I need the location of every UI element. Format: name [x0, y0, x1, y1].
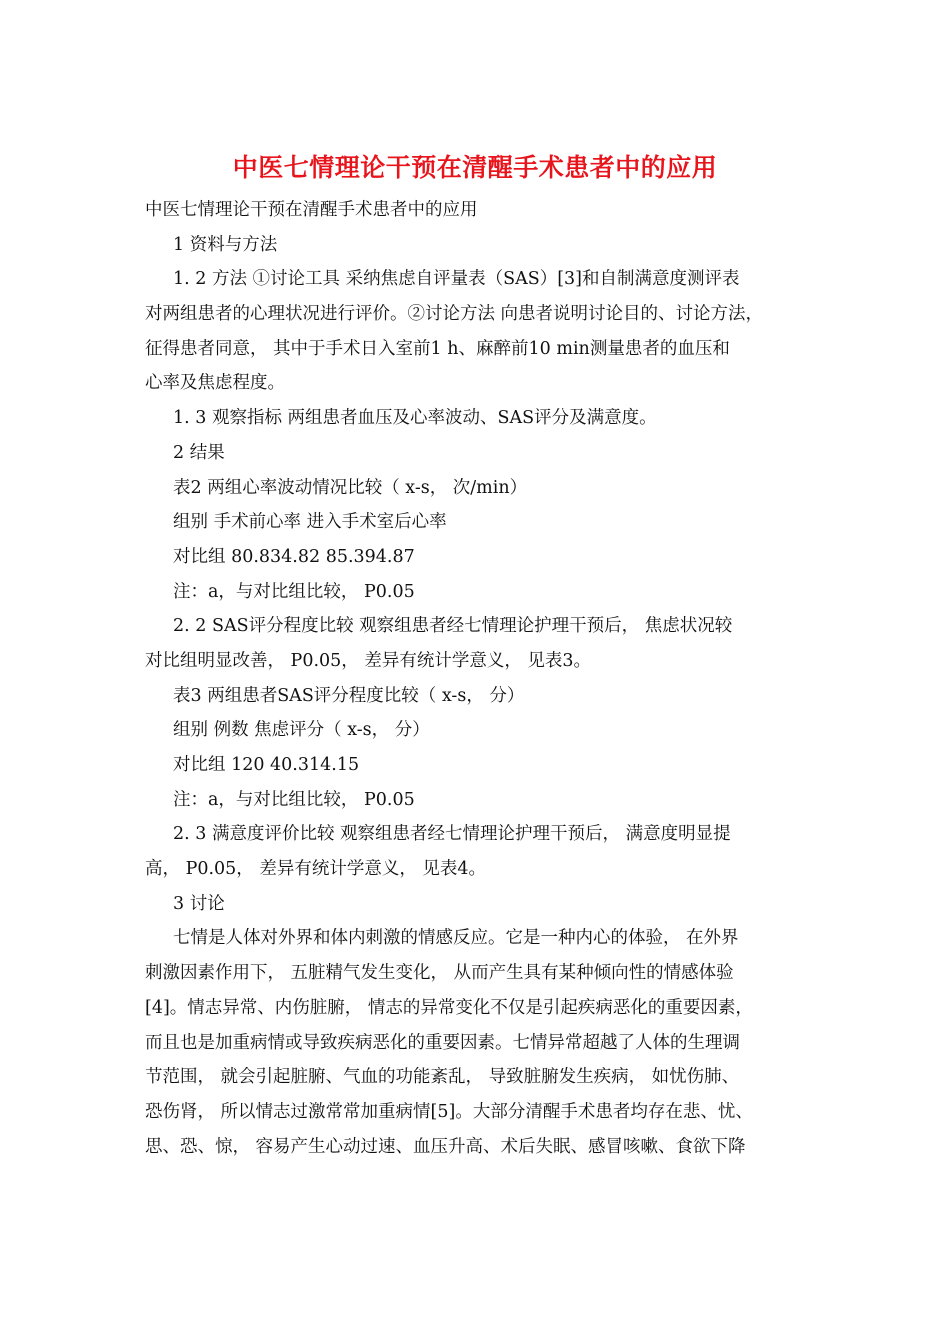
paragraph-line: 对比组明显改善， P0.05， 差异有统计学意义， 见表3。	[145, 650, 592, 671]
table-caption: 表3 两组患者SAS评分程度比较（ x-s， 分）	[173, 685, 525, 706]
table-header-line: 组别 手术前心率 进入手术室后心率	[173, 512, 447, 533]
paragraph-line: 恐伤肾， 所以情志过激常常加重病情[5]。大部分清醒手术患者均存在悲、忧、	[145, 1101, 753, 1122]
section-heading: 2 结果	[173, 442, 225, 463]
paragraph-line: 刺激因素作用下， 五脏精气发生变化， 从而产生具有某种倾向性的情感体验	[145, 963, 734, 984]
paragraph-line: 节范围， 就会引起脏腑、气血的功能紊乱， 导致脏腑发生疾病， 如忧伤肺、	[145, 1067, 740, 1088]
paragraph-line: 征得患者同意， 其中于手术日入室前1 h、麻醉前10 min测量患者的血压和	[145, 338, 730, 359]
table-row-line: 对比组 80.834.82 85.394.87	[173, 546, 415, 567]
table-header-line: 组别 例数 焦虑评分（ x-s， 分）	[173, 720, 430, 741]
paragraph-line: [4]。情志异常、内伤脏腑， 情志的异常变化不仅是引起疾病恶化的重要因素，	[145, 997, 753, 1018]
document-body	[145, 193, 810, 1164]
paragraph-line: 2. 3 满意度评价比较 观察组患者经七情理论护理干预后， 满意度明显提	[173, 824, 731, 845]
paragraph-line: 思、恐、惊， 容易产生心动过速、血压升高、术后失眠、感冒咳嗽、食欲下降	[145, 1136, 746, 1157]
paragraph-line: 心率及焦虑程度。	[145, 373, 285, 394]
paragraph-line: 高， P0.05， 差异有统计学意义， 见表4。	[145, 859, 487, 880]
paragraph-line: 2. 2 SAS评分程度比较 观察组患者经七情理论护理干预后， 焦虑状况较	[173, 616, 733, 637]
paragraph-line: 七情是人体对外界和体内刺激的情感反应。它是一种内心的体验， 在外界	[173, 928, 739, 949]
section-heading: 1 资料与方法	[173, 234, 278, 255]
paragraph-line: 1. 3 观察指标 两组患者血压及心率波动、SAS评分及满意度。	[173, 408, 657, 429]
table-caption: 表2 两组心率波动情况比较（ x-s， 次/min）	[173, 477, 528, 498]
section-heading: 3 讨论	[173, 893, 225, 914]
subtitle-line: 中医七情理论干预在清醒手术患者中的应用	[145, 200, 478, 220]
table-note: 注：a，与对比组比较， P0.05	[173, 581, 415, 602]
paragraph-line: 对两组患者的心理状况进行评价。②讨论方法 向患者说明讨论目的、讨论方法，	[145, 304, 764, 325]
table-note: 注：a，与对比组比较， P0.05	[173, 789, 415, 810]
paragraph-line: 1. 2 方法 ①讨论工具 采纳焦虑自评量表（SAS）[3]和自制满意度测评表	[173, 269, 740, 290]
paragraph-line: 而且也是加重病情或导致疾病恶化的重要因素。七情异常超越了人体的生理调	[145, 1032, 740, 1053]
table-row-line: 对比组 120 40.314.15	[173, 755, 360, 775]
document-title: 中医七情理论干预在清醒手术患者中的应用	[232, 153, 718, 182]
